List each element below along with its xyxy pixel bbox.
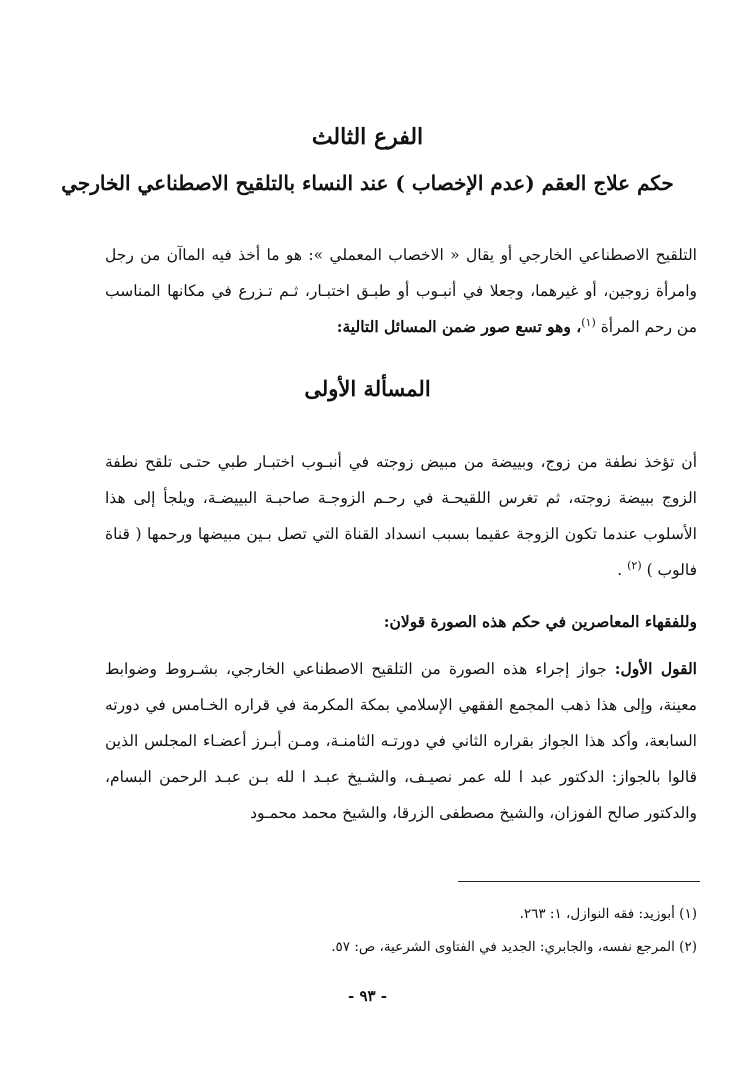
footnote-ref-2[interactable]: (٢)	[627, 558, 642, 572]
first-opinion-paragraph	[105, 651, 697, 831]
footnote-1: (١) أبوزيد: فقه النوازل، ١: ٢٦٣.	[519, 906, 697, 922]
footnote-2: (٢) المرجع نفسه، والجابري: الجديد في الفتاوى الشرعية، ص: ٥٧.	[331, 939, 697, 955]
issue-end: .	[617, 561, 628, 579]
branch-title: الفرع الثالث	[311, 124, 424, 150]
first-opinion-label: القول الأول:	[614, 659, 697, 678]
footnote-ref-1[interactable]: (١)	[581, 315, 596, 329]
page-number: - ٩٣ -	[347, 987, 388, 1005]
first-opinion-text: جواز إجراء هذه الصورة من التلقيح الاصطناعي الخارجي، بشـروط وضوابط معينة، وإلى هذا ذهب المجمع الفقهي الإسلامي بمكة المكرمة في قراره الخـامس في دورته السابعة، وأكد هذا الجواز بقراره الثاني في دورتـه الثامنـة، ومـن أبـرز أعضـاء المجلس الذين قالوا بالجواز: الدكتور عبد ا لله عمر نصيـف، والشـيخ عبـد ا لله بـن عبـد الرحمن البسام، والدكتور صالح الفوزان، والشيخ مصطفى الزرقا، والشيخ محمد محمـود	[105, 660, 697, 822]
intro-paragraph	[105, 237, 697, 345]
issue-text: أن تؤخذ نطفة من زوج، وبييضة من مبيض زوجته في أنبـوب اختبـار طبي حتـى تلقح نطفة الزوج ببيضة زوجته، ثم تغرس اللقيحـة في رحـم الزوجـة صاحبـة البييضـة، ويلجأ إلى هذا الأسلوب عندما تكون الزوجة عقيما بسبب انسداد القناة التي تصل بـين مبيضها ورحمها ( قناة فالوب )	[105, 453, 697, 579]
issue-paragraph	[105, 444, 697, 588]
intro-bold-text: ، وهو تسع صور ضمن المسائل التالية:	[336, 317, 582, 336]
intro-text: التلقيح الاصطناعي الخارجي أو يقال « الاخصاب المعملي »: هو ما أخذ فيه الماآن من رجل وامرأة زوجين، أو غيرهما، وجعلا في أنبـوب أو طبـق اختبـار، ثـم تـزرع في مكانها المناسب من رحم المرأة	[105, 246, 697, 336]
footnote-divider	[458, 881, 700, 882]
main-title: حكم علاج العقم (عدم الإخصاب ) عند النساء بالتلقيح الاصطناعي الخارجي	[61, 171, 674, 195]
opinions-intro: وللفقهاء المعاصرين في حكم هذه الصورة قولان:	[383, 612, 697, 631]
issue-title: المسألة الأولى	[304, 376, 431, 401]
footnotes	[105, 898, 697, 964]
